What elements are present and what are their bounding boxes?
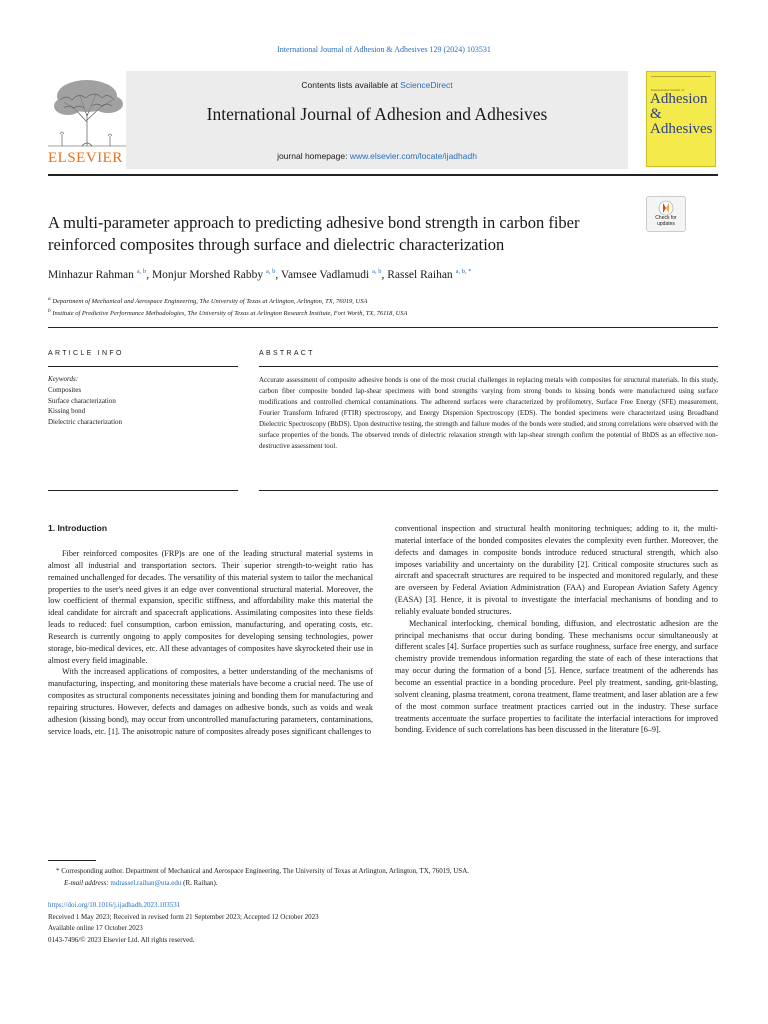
journal-homepage-link[interactable]: www.elsevier.com/locate/ijadhadh [349,151,477,161]
footnote-rule [48,860,96,861]
affiliation-mark: b [48,308,51,314]
author-name[interactable]: Vamsee Vadlamudi [280,268,370,281]
author-name[interactable]: Monjur Morshed Rabby [151,268,264,281]
article-info-heading: ARTICLE INFO [48,350,124,357]
cover-title-line1: Adhesion & [650,91,708,122]
keywords-block [48,374,238,428]
article-title: A multi-parameter approach to predicting adhesive bond strength in carbon fiber reinforced composites through surface and dielectric characterization [48,213,580,254]
sciencedirect-link[interactable]: ScienceDirect [400,80,453,90]
keywords-label: Keywords: [48,375,79,383]
crossmark-line2: updates [657,220,675,227]
keyword-item: Dielectric characterization [48,418,123,427]
keyword-item: Surface characterization [48,396,116,405]
doi-link[interactable]: https://doi.org/10.1016/j.ijadhadh.2023.103531 [48,901,181,909]
author-affiliation-marks[interactable]: a, b [265,268,276,275]
author-name[interactable]: Minhazur Rahman [48,268,134,281]
body-paragraph: With the increased applications of composites, a better understanding of the mechanisms of manufacturing, inspecting, and monitoring these materials have become a crucial need. The use of composites as structural components necessitates joining and bonding them for manufacturing and repairing structures. However, defects and damages on adhesive bonds, such as voids and weak adhesion (kissing bond), may occur from uncontrolled manufacturing parameters, contaminations, service loads, etc. [1]. The anisotropic nature of composites already poses significant challenges to [48,667,373,736]
journal-title: International Journal of Adhesion and Adhesives [206,104,548,124]
affiliation-text: Department of Mechanical and Aerospace Engineering, The University of Texas at Arlington, Arlington, TX, 76019, USA [52,298,368,306]
journal-citation[interactable]: International Journal of Adhesion & Adhesives 129 (2024) 103531 [277,45,491,54]
header-divider [48,327,718,328]
article-history-footer [48,900,728,946]
contents-line [126,80,628,90]
keyword-item: Kissing bond [48,407,86,416]
abstract-heading: ABSTRACT [259,350,315,357]
abstract-rule [259,366,718,367]
masthead-divider [48,174,718,176]
abstract-text: Accurate assessment of composite adhesive bonds is one of the most crucial challenges in replacing metals with composites for structural materials. In this study, carbon fiber composite bonded lap-shear specimens with bond strengths varying from strong bonds to kissing bonds were manufactured using surface modifications and controlled chemical contaminations. The adherend surfaces were characterized by profilometry, Surface Free Energy (SFE) measurement, Fourier Transform Infrared (FTIR) spectroscopy, and Energy Dispersion Spectroscopy (EDS). The bonded specimens were characterized using Broadband Dielectric Spectroscopy (BbDS). Upon destructive testing, the strength and failure modes of the bonds were studied, and strong correlations were observed with the surface properties of the bonds. The observed trends of dielectric relaxation strength with lap-shear strength confirm the potential of BbDS as an effective non-destructive assessment tool. [259,376,718,450]
author-list: Minhazur Rahman $^{a, b}$, Monjur Morshed Rabby $^{a, b}$, Vamsee Vadlamudi $^{a, b}$, Rassel Raihan $^{a, b, *}$ [48,268,472,281]
cover-title [650,92,714,137]
cover-small-text: International Journal of [651,88,684,92]
article-info-bottom-rule [48,490,238,491]
crossmark-label [647,216,685,227]
body-column-left [48,548,373,738]
author-affiliation-marks[interactable]: a, b [136,268,147,275]
section-heading-introduction: 1. Introduction [48,523,108,533]
check-for-updates-button[interactable] [646,196,686,232]
received-dates: Received 1 May 2023; Received in revised form 21 September 2023; Accepted 12 October 2023 [48,912,319,921]
author-affiliation-marks[interactable]: a, b, * [455,268,472,275]
available-online: Available online 17 October 2023 [48,924,143,932]
crossmark-icon [658,200,674,216]
author-affiliation-marks[interactable]: a, b [372,268,382,275]
body-column-right [395,523,718,736]
journal-homepage-line [126,151,628,161]
affiliation-a [48,296,728,305]
article-info-rule [48,366,238,367]
affiliation-mark: a [48,296,51,302]
email-line [48,878,728,890]
crossmark-line1: Check for [655,215,677,221]
body-paragraph: Mechanical interlocking, chemical bonding, diffusion, and electrostatic adhesion are the principal mechanisms that occur during bonding. These mechanisms occur simultaneously at different scales [4]. Surface properties such as surface roughness, surface free energy, and surface chemistry provide tremendous information regarding the state of each of these interactions that may occur during the formation of a bond [5]. Hence, surface treatment of the adherends has become an essential practice in a bonding procedure. Peel ply treatment, sanding, grit-blasting, solvent cleaning, plasma treatment, corona treatment, flame treatment, and laser ablation are a few of the most common surface treatment practices carried out in the industry. These surface treatments accentuate the surface properties to facilitate the interfacial interactions for improved bonding. Evidence of such correlations has been discussed in the literature [6–9]. [395,618,718,735]
copyright: 0143-7496/© 2023 Elsevier Ltd. All rights reserved. [48,935,195,944]
author-name[interactable]: Rassel Raihan [387,268,453,281]
contents-prefix: Contents lists available at [301,80,401,90]
email-link[interactable]: mdrassel.raihan@uta.edu [110,878,182,887]
body-paragraph: Fiber reinforced composites (FRP)s are one of the leading structural material systems in almost all industrial and transportation sectors. Their superior strength-to-weight ratio has remained unchallenged for decades. The versatility of this material system to tailor the mechanical properties to the user's need gives it an edge over conventional structural material. Moreover, the low coefficient of thermal expansion, specific stiffness, and affordability make this material the ideal candidate for aircraft and spacecraft applications. Assimilating composites into these fields leads to reduced: fuel consumption, carbon emission, manufacturing, and operating costs, etc. Research is currently ongoing to apply composites for developing sensing technologies, power storage, bio-medical devices, etc. All these advantages of composites have skyrocketed their use in almost every field imaginable. [48,549,373,665]
publisher-name: ELSEVIER [48,150,123,166]
affiliation-text: Institute of Predictive Performance Methodologies, The University of Texas at Arlington Research Institute, Fort Worth, TX, 76118, USA [52,310,408,318]
cover-rule [651,76,711,77]
email-suffix: (R. Raihan). [181,878,218,887]
keyword-item: Composites [48,385,82,394]
homepage-prefix: journal homepage: [277,151,350,161]
body-paragraph: conventional inspection and structural health monitoring techniques; adding to it, the multi-material interface of the bonded composites elevates the complexity even further. Moreover, the defects and damages in composite bonds introduce reduced structural strength, which also imposes variability and uncertainty on the durability [2]. Critical composite structures such as aircraft and spacecraft structures are required to be inspected and monitored regularly, and these are overseen by Federal Aviation Administration (FAA) and European Aviation Safety Agency (EASA) [3]. Hence, it is pivotal to investigate the interfacial mechanisms of bonding and to reliably evaluate bonded structures. [395,524,718,616]
abstract-bottom-rule [259,490,718,491]
affiliation-b [48,308,728,317]
corresponding-author-footnote [48,866,728,889]
corresponding-author-note: * Corresponding author. Department of Mechanical and Aerospace Engineering, The University of Texas at Arlington, Arlington, TX, 76019, USA. [56,867,470,875]
cover-title-line2: Adhesives [650,121,713,137]
email-label: E-mail address: [64,878,111,887]
journal-cover-image[interactable] [646,71,716,167]
